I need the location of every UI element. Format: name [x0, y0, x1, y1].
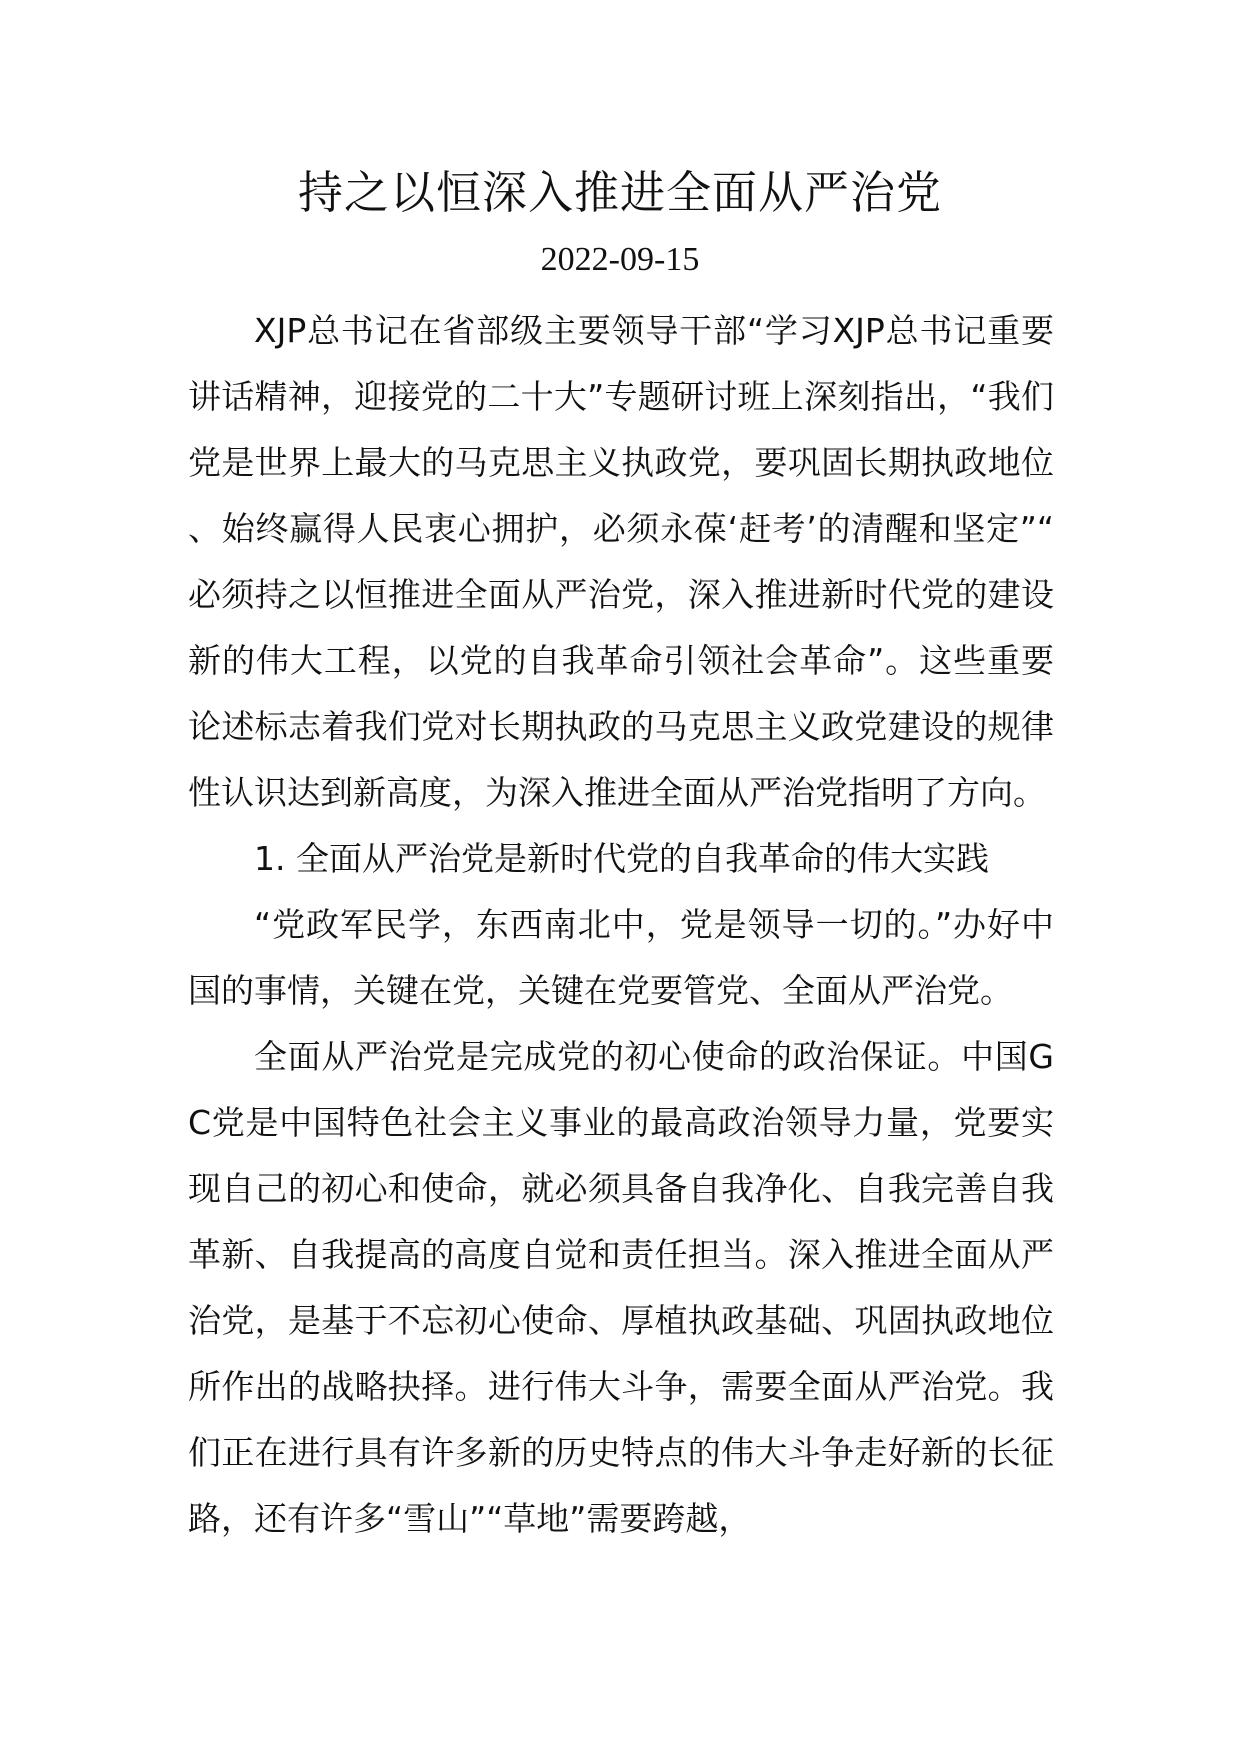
document-title: 持之以恒深入推进全面从严治党	[297, 166, 942, 219]
publish-date: 2022-09-15	[540, 241, 700, 278]
section-heading-1: 1. 全面从严治党是新时代党的自我革命的伟大实践	[254, 839, 989, 878]
paragraph-party-leadership: “党政军民学，东西南北中，党是领导一切的。”办好中国的事情，关键在党，关键在党要管党、全面从严治党。	[188, 905, 1054, 1010]
paragraph-intro: XJP总书记在省部级主要领导干部“学习XJP总书记重要讲话精神，迎接党的二十大”专题研讨班上深刻指出，“我们党是世界上最大的马克思主义执政党，要巩固长期执政地位、始终赢得人民衷心拥护，必须永葆‘赶考’的清醒和坚定”“必须持之以恒推进全面从严治党，深入推进新时代党的建设新的伟大工程，以党的自我革命引领社会革命”。这些重要论述标志着我们党对长期执政的马克思主义政党建设的规律性认识达到新高度，为深入推进全面从严治党指明了方向。	[188, 311, 1054, 812]
document-body	[188, 298, 1054, 1552]
paragraph-political-guarantee: 全面从严治党是完成党的初心使命的政治保证。中国GC党是中国特色社会主义事业的最高政治领导力量，党要实现自己的初心和使命，就必须具备自我净化、自我完善自我革新、自我提高的高度自觉和责任担当。深入推进全面从严治党，是基于不忘初心使命、厚植执政基础、巩固执政地位所作出的战略抉择。进行伟大斗争，需要全面从严治党。我们正在进行具有许多新的历史特点的伟大斗争走好新的长征路，还有许多“雪山”“草地”需要跨越，	[188, 1037, 1054, 1538]
